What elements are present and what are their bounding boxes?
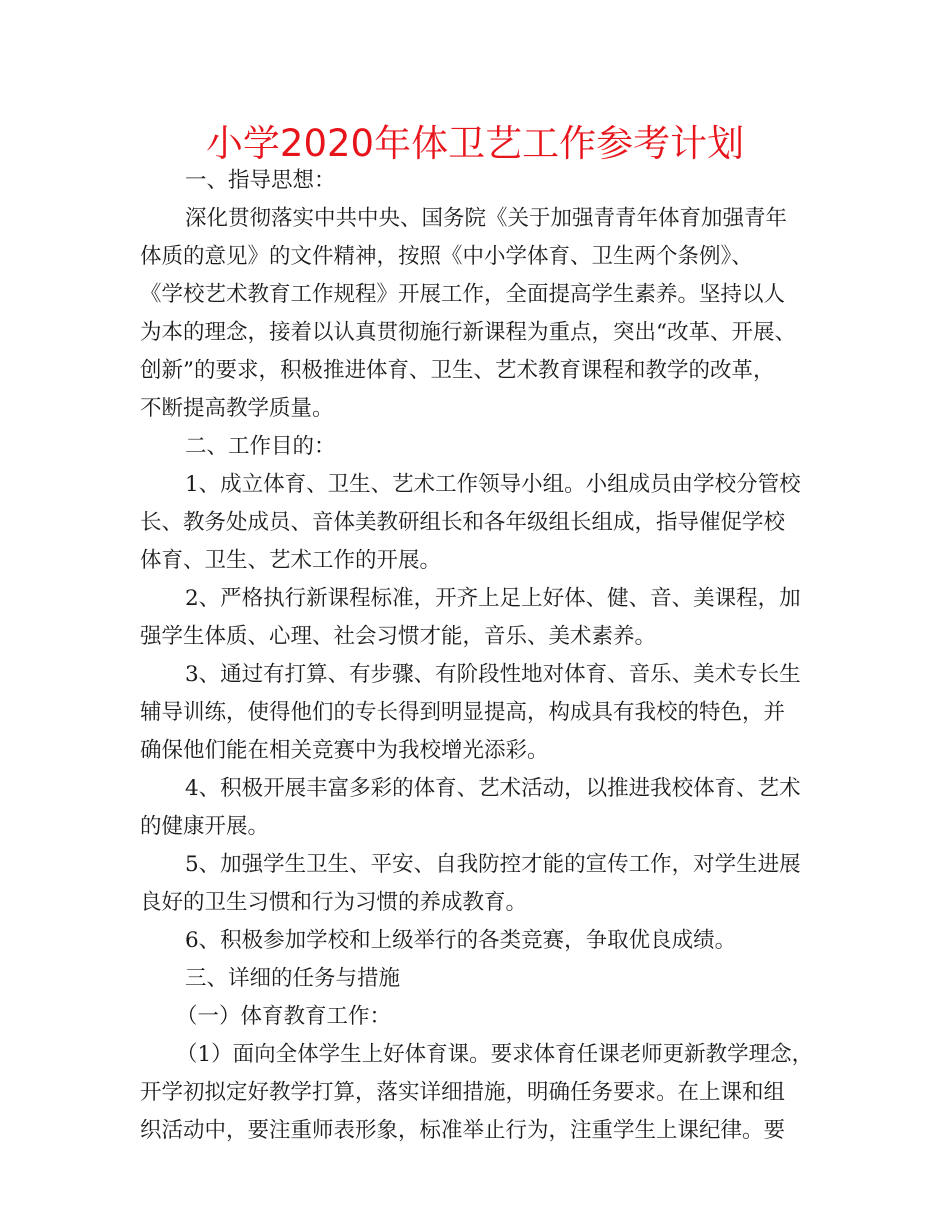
paragraph-line: 强学生体质、心理、社会习惯才能，音乐、美术素养。 [140,624,657,649]
paragraph-line: 长、教务处成员、音体美教研组长和各年级组长组成，指导催促学校 [140,510,786,535]
paragraph-line: 《学校艺术教育工作规程》开展工作，全面提高学生素养。坚持以人 [140,282,786,307]
paragraph-line: 的健康开展。 [140,814,270,839]
paragraph-line: 织活动中，要注重师表形象，标准举止行为，注重学生上课纪律。要 [140,1118,786,1143]
paragraph-line: 6、积极参加学校和上级举行的各类竞赛，争取优良成绩。 [185,928,737,953]
paragraph-line: 4、积极开展丰富多彩的体育、艺术活动，以推进我校体育、艺术 [185,776,801,801]
section-heading-guiding-ideology: 一、指导思想： [185,168,336,193]
paragraph-line: 辅导训练，使得他们的专长得到明显提高，构成具有我校的特色，并 [140,700,786,725]
paragraph-line: 为本的理念，接着以认真贯彻施行新课程为重点，突出“改革、开展、 [140,320,796,345]
paragraph-line: 2、严格执行新课程标准，开齐上足上好体、健、音、美课程，加 [185,586,801,611]
section-heading-work-goals: 二、工作目的： [185,434,336,459]
paragraph-line: 5、加强学生卫生、平安、自我防控才能的宣传工作，对学生进展 [185,852,801,877]
paragraph-line: 良好的卫生习惯和行为习惯的养成教育。 [140,890,528,915]
paragraph-line: （1）面向全体学生上好体育课。要求体育任课老师更新教学理念， [176,1042,814,1067]
paragraph-line: 确保他们能在相关竞赛中为我校增光添彩。 [140,738,549,763]
subsection-heading-pe-education: （一）体育教育工作： [176,1004,392,1029]
paragraph-line: 创新”的要求，积极推进体育、卫生、艺术教育课程和教学的改革， [140,358,775,383]
paragraph-line: 体育、卫生、艺术工作的开展。 [140,548,442,573]
paragraph-line: 3、通过有打算、有步骤、有阶段性地对体育、音乐、美术专长生 [185,662,801,687]
document-title: 小学2020年体卫艺工作参考计划 [205,122,745,165]
document-body [140,162,820,1150]
paragraph-line: 1、成立体育、卫生、艺术工作领导小组。小组成员由学校分管校 [185,472,801,497]
section-heading-tasks-measures: 三、详细的任务与措施 [185,966,401,991]
paragraph-line: 深化贯彻落实中共中央、国务院《关于加强青青年体育加强青年 [185,206,788,231]
paragraph-line: 体质的意见》的文件精神，按照《中小学体育、卫生两个条例》、 [140,244,753,269]
paragraph-line: 开学初拟定好教学打算，落实详细措施，明确任务要求。在上课和组 [140,1080,786,1105]
paragraph-line: 不断提高教学质量。 [140,396,334,421]
